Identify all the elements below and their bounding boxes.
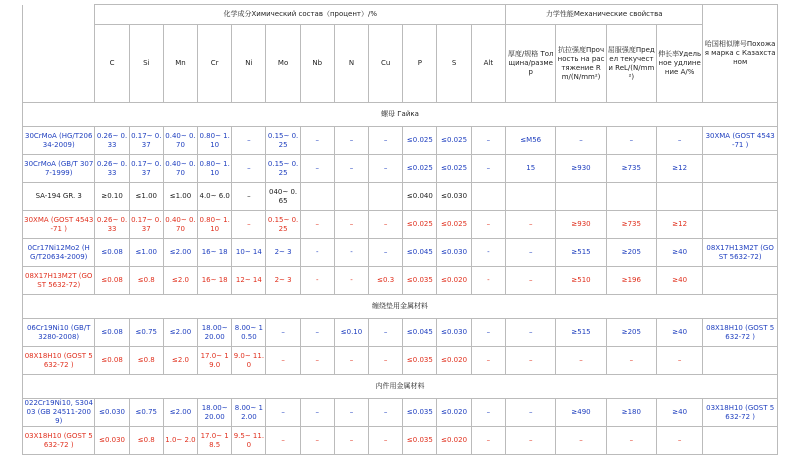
value-cell: 4.0~ 6.0 xyxy=(198,183,232,211)
table-row xyxy=(23,183,778,211)
value-cell xyxy=(703,427,778,455)
value-cell: – xyxy=(369,155,403,183)
value-cell: – xyxy=(266,427,300,455)
value-cell: – xyxy=(232,211,266,239)
value-cell: ≤0.025 xyxy=(437,127,471,155)
value-cell: – xyxy=(471,127,505,155)
value-cell: ≥510 xyxy=(556,267,606,295)
value-cell: – xyxy=(471,427,505,455)
value-cell: 0.17~ 0.37 xyxy=(129,211,163,239)
grade-cell: 06Cr19Ni10 (GB/T 3280-2008) xyxy=(23,319,95,347)
value-cell: 9.5~ 11.0 xyxy=(232,427,266,455)
grade-cell: 022Cr19Ni10, S30403 (GB 24511-2009) xyxy=(23,399,95,427)
value-cell: 0.40~ 0.70 xyxy=(163,211,197,239)
table-row xyxy=(23,347,778,375)
value-cell: ≤0.040 xyxy=(403,183,437,211)
value-cell xyxy=(300,183,334,211)
value-cell: – xyxy=(300,155,334,183)
value-cell: 040~ 0.65 xyxy=(266,183,300,211)
value-cell: – xyxy=(506,211,556,239)
value-cell: 12~ 14 xyxy=(232,267,266,295)
section-row xyxy=(23,295,778,319)
value-cell: 17.0~ 19.0 xyxy=(198,347,232,375)
value-cell: ≤0.08 xyxy=(95,267,129,295)
value-cell: 0.17~ 0.37 xyxy=(129,155,163,183)
thickness-header: 厚度/规格 Толщина/размер xyxy=(506,25,556,103)
value-cell: ≤0.08 xyxy=(95,319,129,347)
value-cell: - xyxy=(300,239,334,267)
table-row xyxy=(23,399,778,427)
value-cell: ≥12 xyxy=(657,155,703,183)
value-cell: ≤0.020 xyxy=(437,267,471,295)
value-cell: ≤0.035 xyxy=(403,347,437,375)
value-cell: – xyxy=(606,427,656,455)
value-cell xyxy=(471,183,505,211)
value-cell xyxy=(703,155,778,183)
value-cell: ≥735 xyxy=(606,211,656,239)
value-cell: – xyxy=(334,155,368,183)
value-cell: 15 xyxy=(506,155,556,183)
value-cell: – xyxy=(506,239,556,267)
value-cell: ≤0.020 xyxy=(437,399,471,427)
value-cell: – xyxy=(266,399,300,427)
value-cell: - xyxy=(471,239,505,267)
value-cell: - xyxy=(300,267,334,295)
value-cell: ≥515 xyxy=(556,319,606,347)
value-cell: ≥40 xyxy=(657,239,703,267)
element-header: Mo xyxy=(266,25,300,103)
value-cell: 10~ 14 xyxy=(232,239,266,267)
value-cell: 18.00~ 20.00 xyxy=(198,399,232,427)
section-title: 内件用金属材料 xyxy=(23,375,778,399)
value-cell xyxy=(657,183,703,211)
grade-cell: 30XMA (GOST 4543-71 ) xyxy=(23,211,95,239)
value-cell xyxy=(606,183,656,211)
table-row xyxy=(23,127,778,155)
value-cell: – xyxy=(657,347,703,375)
value-cell: ≥196 xyxy=(606,267,656,295)
value-cell: – xyxy=(369,319,403,347)
value-cell: ≤0.08 xyxy=(95,347,129,375)
value-cell: ≤0.035 xyxy=(403,267,437,295)
header-row-group xyxy=(23,5,778,25)
value-cell: – xyxy=(266,347,300,375)
value-cell: 17.0~ 18.5 xyxy=(198,427,232,455)
table-row xyxy=(23,267,778,295)
value-cell: – xyxy=(556,427,606,455)
value-cell: – xyxy=(506,399,556,427)
value-cell: 0.26~ 0.33 xyxy=(95,127,129,155)
value-cell: – xyxy=(506,319,556,347)
value-cell: ≤0.020 xyxy=(437,347,471,375)
value-cell: – xyxy=(300,127,334,155)
value-cell: 16~ 18 xyxy=(198,239,232,267)
value-cell: ≤0.8 xyxy=(129,427,163,455)
value-cell: – xyxy=(369,347,403,375)
value-cell: 03X18H10 (GOST 5632-72 ) xyxy=(703,399,778,427)
value-cell: ≥930 xyxy=(556,155,606,183)
value-cell: ≤1.00 xyxy=(129,239,163,267)
value-cell: – xyxy=(471,211,505,239)
value-cell: ≤0.3 xyxy=(369,267,403,295)
value-cell: ≤0.030 xyxy=(437,319,471,347)
section-title: 螺母 Гайка xyxy=(23,103,778,127)
value-cell: ≤1.00 xyxy=(129,183,163,211)
value-cell: 08X17H13M2T (GOST 5632-72) xyxy=(703,239,778,267)
value-cell: ≤2.00 xyxy=(163,399,197,427)
value-cell: 0.80~ 1.10 xyxy=(198,211,232,239)
value-cell: ≤0.020 xyxy=(437,427,471,455)
value-cell xyxy=(703,267,778,295)
value-cell: – xyxy=(266,319,300,347)
value-cell: ≥0.10 xyxy=(95,183,129,211)
value-cell: – xyxy=(556,347,606,375)
element-header: C xyxy=(95,25,129,103)
value-cell: ≤0.8 xyxy=(129,267,163,295)
element-header: Cr xyxy=(198,25,232,103)
value-cell: ≤0.030 xyxy=(437,239,471,267)
value-cell: 0.26~ 0.33 xyxy=(95,211,129,239)
value-cell: 0.15~ 0.25 xyxy=(266,127,300,155)
value-cell: – xyxy=(471,399,505,427)
element-header: Alt xyxy=(471,25,505,103)
value-cell: - xyxy=(471,267,505,295)
value-cell: - xyxy=(334,267,368,295)
value-cell: ≥735 xyxy=(606,155,656,183)
value-cell: 0.26~ 0.33 xyxy=(95,155,129,183)
value-cell: 0.80~ 1.10 xyxy=(198,127,232,155)
value-cell: – xyxy=(471,155,505,183)
value-cell: 2~ 3 xyxy=(266,267,300,295)
value-cell: 0.15~ 0.25 xyxy=(266,211,300,239)
chem-group-header: 化学成分Химический состав（процент）/% xyxy=(95,5,506,25)
value-cell xyxy=(506,183,556,211)
value-cell xyxy=(703,183,778,211)
value-cell: – xyxy=(657,127,703,155)
value-cell: 1.0~ 2.0 xyxy=(163,427,197,455)
value-cell: ≤0.025 xyxy=(403,155,437,183)
value-cell: – xyxy=(369,127,403,155)
value-cell: 0.15~ 0.25 xyxy=(266,155,300,183)
value-cell: – xyxy=(334,399,368,427)
value-cell: ≥490 xyxy=(556,399,606,427)
value-cell: – xyxy=(657,427,703,455)
value-cell: 9.0~ 11.0 xyxy=(232,347,266,375)
value-cell: – xyxy=(334,211,368,239)
element-header: Ni xyxy=(232,25,266,103)
value-cell: 8.00~ 12.00 xyxy=(232,399,266,427)
value-cell: ≤0.045 xyxy=(403,319,437,347)
value-cell: – xyxy=(606,127,656,155)
value-cell: ≤0.030 xyxy=(437,183,471,211)
corner-cell xyxy=(23,5,95,25)
value-cell: 16~ 18 xyxy=(198,267,232,295)
value-cell: ≥12 xyxy=(657,211,703,239)
value-cell: 2~ 3 xyxy=(266,239,300,267)
table-row xyxy=(23,427,778,455)
tensile-header: 抗拉强度Прочность на растяжение Rm/(N/mm²) xyxy=(556,25,606,103)
value-cell: 0.40~ 0.70 xyxy=(163,155,197,183)
value-cell: – xyxy=(369,211,403,239)
value-cell: – xyxy=(300,319,334,347)
value-cell: – xyxy=(506,267,556,295)
value-cell: ≥40 xyxy=(657,319,703,347)
value-cell: ≤M56 xyxy=(506,127,556,155)
value-cell: – xyxy=(232,155,266,183)
value-cell: ≤0.030 xyxy=(95,399,129,427)
value-cell: ≥40 xyxy=(657,399,703,427)
value-cell: ≤0.10 xyxy=(334,319,368,347)
value-cell: – xyxy=(506,347,556,375)
value-cell: – xyxy=(300,399,334,427)
value-cell: – xyxy=(232,127,266,155)
section-row xyxy=(23,375,778,399)
value-cell: ≤2.0 xyxy=(163,267,197,295)
value-cell: – xyxy=(300,347,334,375)
value-cell: 0.40~ 0.70 xyxy=(163,127,197,155)
value-cell: - xyxy=(334,239,368,267)
yield-header: 屈服强度Предел текучести ReL/(N/mm²) xyxy=(606,25,656,103)
value-cell: ≥180 xyxy=(606,399,656,427)
value-cell xyxy=(703,347,778,375)
value-cell: – xyxy=(300,211,334,239)
mech-group-header: 力学性能Механические свойства xyxy=(506,5,703,25)
value-cell xyxy=(703,211,778,239)
grade-cell: 0Cr17Ni12Mo2 (HG/T20634-2009) xyxy=(23,239,95,267)
value-cell: 0.80~ 1.10 xyxy=(198,155,232,183)
value-cell: ≥515 xyxy=(556,239,606,267)
table-row xyxy=(23,239,778,267)
element-header: Mn xyxy=(163,25,197,103)
value-cell: – xyxy=(300,427,334,455)
element-header: Cu xyxy=(369,25,403,103)
value-cell: – xyxy=(369,239,403,267)
equiv-header: 哈国相似牌号Похожая марка с Казахстаном xyxy=(703,5,778,103)
material-spec-table xyxy=(22,4,778,455)
value-cell: ≤0.035 xyxy=(403,399,437,427)
corner-cell-lower xyxy=(23,25,95,103)
value-cell xyxy=(369,183,403,211)
section-title: 缠绕垫用金属材料 xyxy=(23,295,778,319)
value-cell: 0.17~ 0.37 xyxy=(129,127,163,155)
value-cell: 8.00~ 10.50 xyxy=(232,319,266,347)
value-cell: ≤2.00 xyxy=(163,239,197,267)
value-cell: – xyxy=(606,347,656,375)
element-header: Si xyxy=(129,25,163,103)
value-cell: ≤0.75 xyxy=(129,399,163,427)
value-cell: ≤0.035 xyxy=(403,427,437,455)
value-cell: ≤0.045 xyxy=(403,239,437,267)
element-header: N xyxy=(334,25,368,103)
value-cell: 18.00~ 20.00 xyxy=(198,319,232,347)
value-cell: – xyxy=(334,127,368,155)
value-cell: 08X18H10 (GOST 5632-72 ) xyxy=(703,319,778,347)
value-cell: – xyxy=(369,399,403,427)
table-row xyxy=(23,211,778,239)
value-cell: ≤0.025 xyxy=(403,127,437,155)
value-cell: ≤0.025 xyxy=(403,211,437,239)
value-cell: – xyxy=(232,183,266,211)
element-header: P xyxy=(403,25,437,103)
value-cell: ≤0.025 xyxy=(437,155,471,183)
element-header: S xyxy=(437,25,471,103)
value-cell: ≥40 xyxy=(657,267,703,295)
table-row xyxy=(23,155,778,183)
value-cell: – xyxy=(471,347,505,375)
value-cell: ≤2.00 xyxy=(163,319,197,347)
value-cell: ≥205 xyxy=(606,239,656,267)
value-cell: ≤0.025 xyxy=(437,211,471,239)
value-cell xyxy=(556,183,606,211)
grade-cell: 08X17H13M2T (GOST 5632-72) xyxy=(23,267,95,295)
value-cell xyxy=(334,183,368,211)
value-cell: – xyxy=(556,127,606,155)
value-cell: ≤1.00 xyxy=(163,183,197,211)
value-cell: 30XMA (GOST 4543-71 ) xyxy=(703,127,778,155)
elongation-header: 伸长率Удельное удлинение A/% xyxy=(657,25,703,103)
value-cell: ≤2.0 xyxy=(163,347,197,375)
value-cell: – xyxy=(334,427,368,455)
header-row-columns xyxy=(23,25,778,103)
grade-cell: 30CrMoA (HG/T20634-2009) xyxy=(23,127,95,155)
element-header: Nb xyxy=(300,25,334,103)
value-cell: – xyxy=(334,347,368,375)
grade-cell: 08X18H10 (GOST 5632-72 ) xyxy=(23,347,95,375)
value-cell: – xyxy=(471,319,505,347)
value-cell: ≤0.8 xyxy=(129,347,163,375)
value-cell: – xyxy=(369,427,403,455)
section-row xyxy=(23,103,778,127)
value-cell: ≥930 xyxy=(556,211,606,239)
value-cell: – xyxy=(506,427,556,455)
value-cell: ≤0.08 xyxy=(95,239,129,267)
grade-cell: SA-194 GR. 3 xyxy=(23,183,95,211)
value-cell: ≤0.030 xyxy=(95,427,129,455)
grade-cell: 03X18H10 (GOST 5632-72 ) xyxy=(23,427,95,455)
value-cell: ≥205 xyxy=(606,319,656,347)
table-row xyxy=(23,319,778,347)
grade-cell: 30CrMoA (GB/T 3077-1999) xyxy=(23,155,95,183)
value-cell: ≤0.75 xyxy=(129,319,163,347)
